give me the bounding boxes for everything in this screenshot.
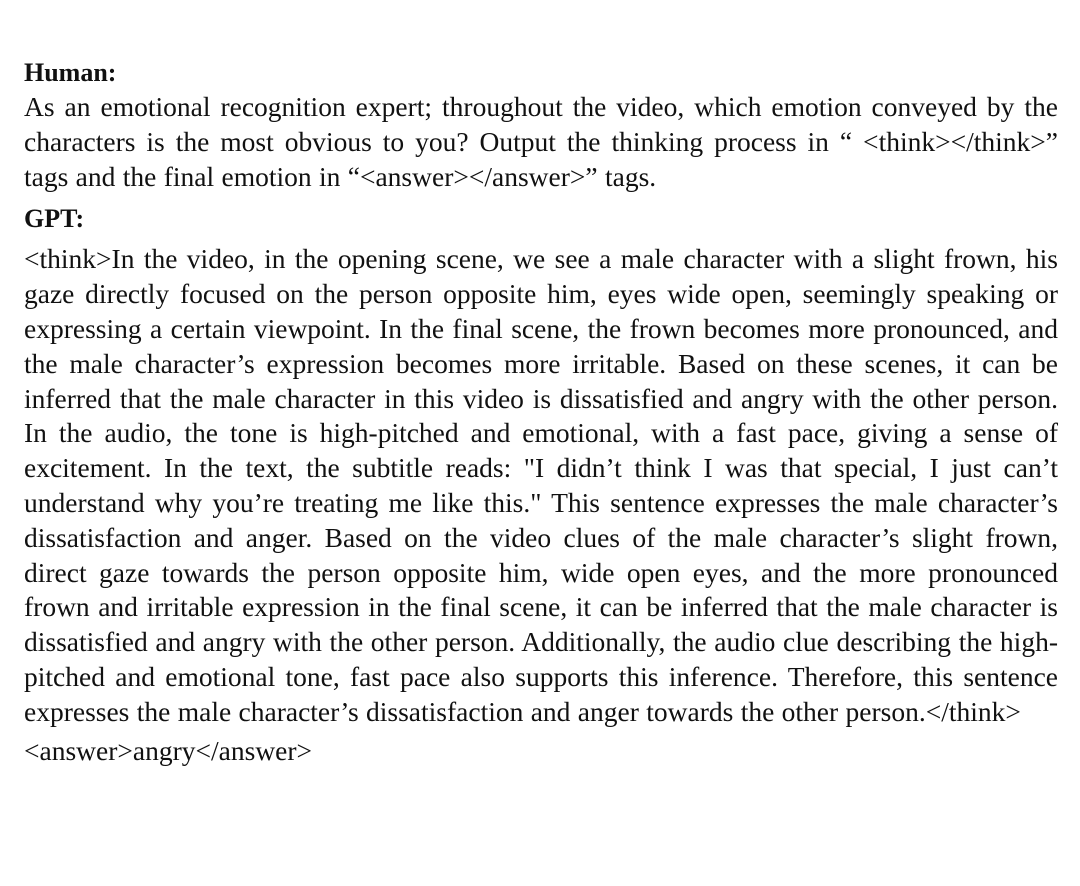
gpt-think-text: <think>In the video, in the opening scene, we see a male character with a slight frown, his gaze directly focused on the person opposite him, eyes wide open, seemingly speaking or expressing a certain viewpoint. In the final scene, the frown becomes more pronounced, and the male character’s expression becomes more irritable. Based on these scenes, it can be inferred that the male character in this video is dissatisfied and angry with the other person. In the audio, the tone is high-pitched and emotional, with a fast pace, giving a sense of excitement. In the text, the subtitle reads: "I didn’t think I was that special, I just can’t understand why you’re treating me like this." This sentence expresses the male character’s dissatisfaction and anger. Based on the video clues of the male character’s slight frown, direct gaze towards the person opposite him, wide open eyes, and the more pronounced frown and irritable expression in the final scene, it can be inferred that the male character is dissatisfied and angry with the other person. Additionally, the audio clue describing the high-pitched and emotional tone, fast pace also supports this inference. Therefore, this sentence expresses the male character’s dissatisfaction and anger towards the other person.</think> <box>24 243 1058 727</box>
dialogue-example <box>24 56 1058 768</box>
human-speaker-label: Human: <box>24 58 117 87</box>
gpt-answer-text: <answer>angry</answer> <box>24 734 313 766</box>
gpt-speaker-label: GPT: <box>24 204 85 234</box>
human-prompt-text: As an emotional recognition expert; throughout the video, which emotion conveyed by the characters is the most obvious to you? Output the thinking process in “ <think></think>” tags and the final emotion in “<answer></answer>” tags. <box>24 91 1058 192</box>
